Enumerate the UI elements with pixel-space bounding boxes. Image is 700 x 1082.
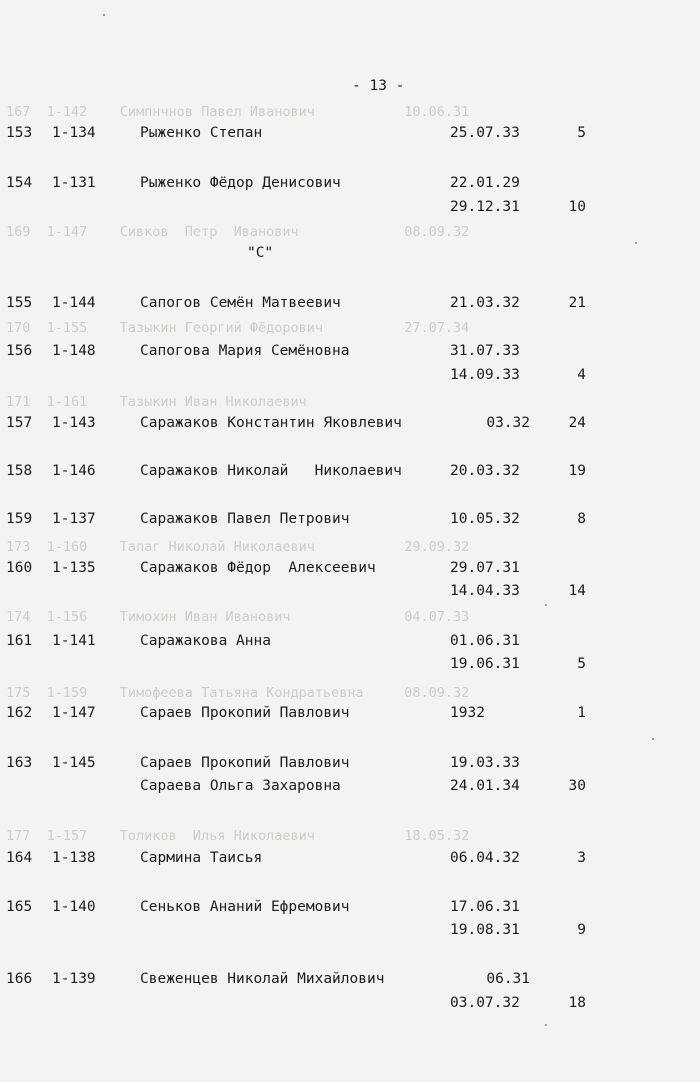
record-date: 01.06.31	[450, 633, 520, 649]
record-date: 22.01.29	[450, 175, 520, 191]
record-count: 18	[568, 995, 586, 1011]
record-date: 25.07.33	[450, 125, 520, 141]
record-date: 24.01.34	[450, 778, 520, 794]
record-code: 1-138	[52, 850, 96, 866]
record-date: 06.04.32	[450, 850, 520, 866]
record-date: 03.07.32	[450, 995, 520, 1011]
record-count: 10	[568, 199, 586, 215]
scan-speck	[635, 242, 637, 244]
section-letter: "С"	[247, 245, 274, 261]
record-count: 1	[577, 705, 586, 721]
record-name: Сараев Прокопий Павлович	[140, 755, 350, 771]
record-date: 17.06.31	[450, 899, 520, 915]
record-date: 29.12.31	[450, 199, 520, 215]
record-number: 160	[6, 560, 33, 576]
record-count: 24	[568, 415, 586, 431]
record-count: 30	[568, 778, 586, 794]
record-name: Сараев Прокопий Павлович	[140, 705, 350, 721]
record-date: 10.05.32	[450, 511, 520, 527]
record-code: 1-147	[52, 705, 96, 721]
record-name: Саражакова Анна	[140, 633, 271, 649]
record-number: 163	[6, 755, 33, 771]
record-date: 19.03.33	[450, 755, 520, 771]
record-number: 154	[6, 175, 33, 191]
record-name: Сапогова Мария Семёновна	[140, 343, 350, 359]
record-date: 1932	[450, 705, 485, 721]
record-name: Рыженко Фёдор Денисович	[140, 175, 341, 191]
record-code: 1-134	[52, 125, 96, 141]
record-code: 1-140	[52, 899, 96, 915]
record-date: 14.04.33	[450, 583, 520, 599]
record-name: Рыженко Степан	[140, 125, 263, 141]
record-number: 159	[6, 511, 33, 527]
record-code: 1-137	[52, 511, 96, 527]
record-name: Саражаков Николай Николаевич	[140, 463, 402, 479]
page-number: - 13 -	[352, 78, 405, 94]
record-code: 1-143	[52, 415, 96, 431]
record-count: 3	[577, 850, 586, 866]
record-code: 1-144	[52, 295, 96, 311]
ghost-line: 174 1-156 Тимохин Иван Иванович 04.07.33	[6, 609, 470, 625]
record-name: Сармина Таисья	[140, 850, 263, 866]
scan-speck	[103, 14, 105, 16]
record-code: 1-139	[52, 971, 96, 987]
record-date: 20.03.32	[450, 463, 520, 479]
record-name: Сеньков Ананий Ефремович	[140, 899, 350, 915]
ghost-line: 175 1-159 Тимофеева Татьяна Кондратьевна 08.09.32	[6, 685, 470, 701]
record-count: 8	[577, 511, 586, 527]
record-count: 19	[568, 463, 586, 479]
record-date: 19.06.31	[450, 656, 520, 672]
record-number: 158	[6, 463, 33, 479]
record-date: 19.08.31	[450, 922, 520, 938]
record-number: 153	[6, 125, 33, 141]
record-code: 1-146	[52, 463, 96, 479]
record-number: 166	[6, 971, 33, 987]
record-date: 21.03.32	[450, 295, 520, 311]
ghost-line: 171 1-161 Тазыкин Иван Николаевич	[6, 394, 307, 410]
record-date: 14.09.33	[450, 367, 520, 383]
record-date: 03.32	[486, 415, 530, 431]
record-count: 9	[577, 922, 586, 938]
scan-speck	[545, 604, 547, 606]
scan-speck	[652, 738, 654, 740]
ghost-line: 177 1-157 Толиков Илья Николаевич 18.05.32	[6, 828, 470, 844]
record-code: 1-141	[52, 633, 96, 649]
record-number: 162	[6, 705, 33, 721]
record-name: Саражаков Константин Яковлевич	[140, 415, 402, 431]
record-code: 1-145	[52, 755, 96, 771]
record-code: 1-131	[52, 175, 96, 191]
record-number: 157	[6, 415, 33, 431]
record-count: 5	[577, 125, 586, 141]
ghost-line: 167 1-142 Симпнчнов Павел Иванович 10.06.31	[6, 104, 470, 120]
record-name: Сапогов Семён Матвеевич	[140, 295, 341, 311]
record-count: 5	[577, 656, 586, 672]
record-date: 31.07.33	[450, 343, 520, 359]
record-name: Саражаков Фёдор Алексеевич	[140, 560, 376, 576]
record-count: 4	[577, 367, 586, 383]
record-count: 14	[568, 583, 586, 599]
record-name: Саражаков Павел Петрович	[140, 511, 350, 527]
record-code: 1-135	[52, 560, 96, 576]
record-number: 165	[6, 899, 33, 915]
record-number: 164	[6, 850, 33, 866]
record-count: 21	[568, 295, 586, 311]
record-number: 155	[6, 295, 33, 311]
ghost-line: 170 1-155 Тазыкин Георгий Фёдорович 27.07.34	[6, 320, 470, 336]
scan-speck	[545, 1024, 547, 1026]
record-number: 161	[6, 633, 33, 649]
record-name: Свеженцев Николай Михайлович	[140, 971, 385, 987]
record-date: 06.31	[486, 971, 530, 987]
ghost-line: 173 1-160 Тапаг Николай Николаевич 29.09.32	[6, 539, 470, 555]
record-date: 29.07.31	[450, 560, 520, 576]
ghost-line: 169 1-147 Сивков Петр Иванович 08.09.32	[6, 224, 470, 240]
record-number: 156	[6, 343, 33, 359]
record-code: 1-148	[52, 343, 96, 359]
record-name: Сараева Ольга Захаровна	[140, 778, 341, 794]
